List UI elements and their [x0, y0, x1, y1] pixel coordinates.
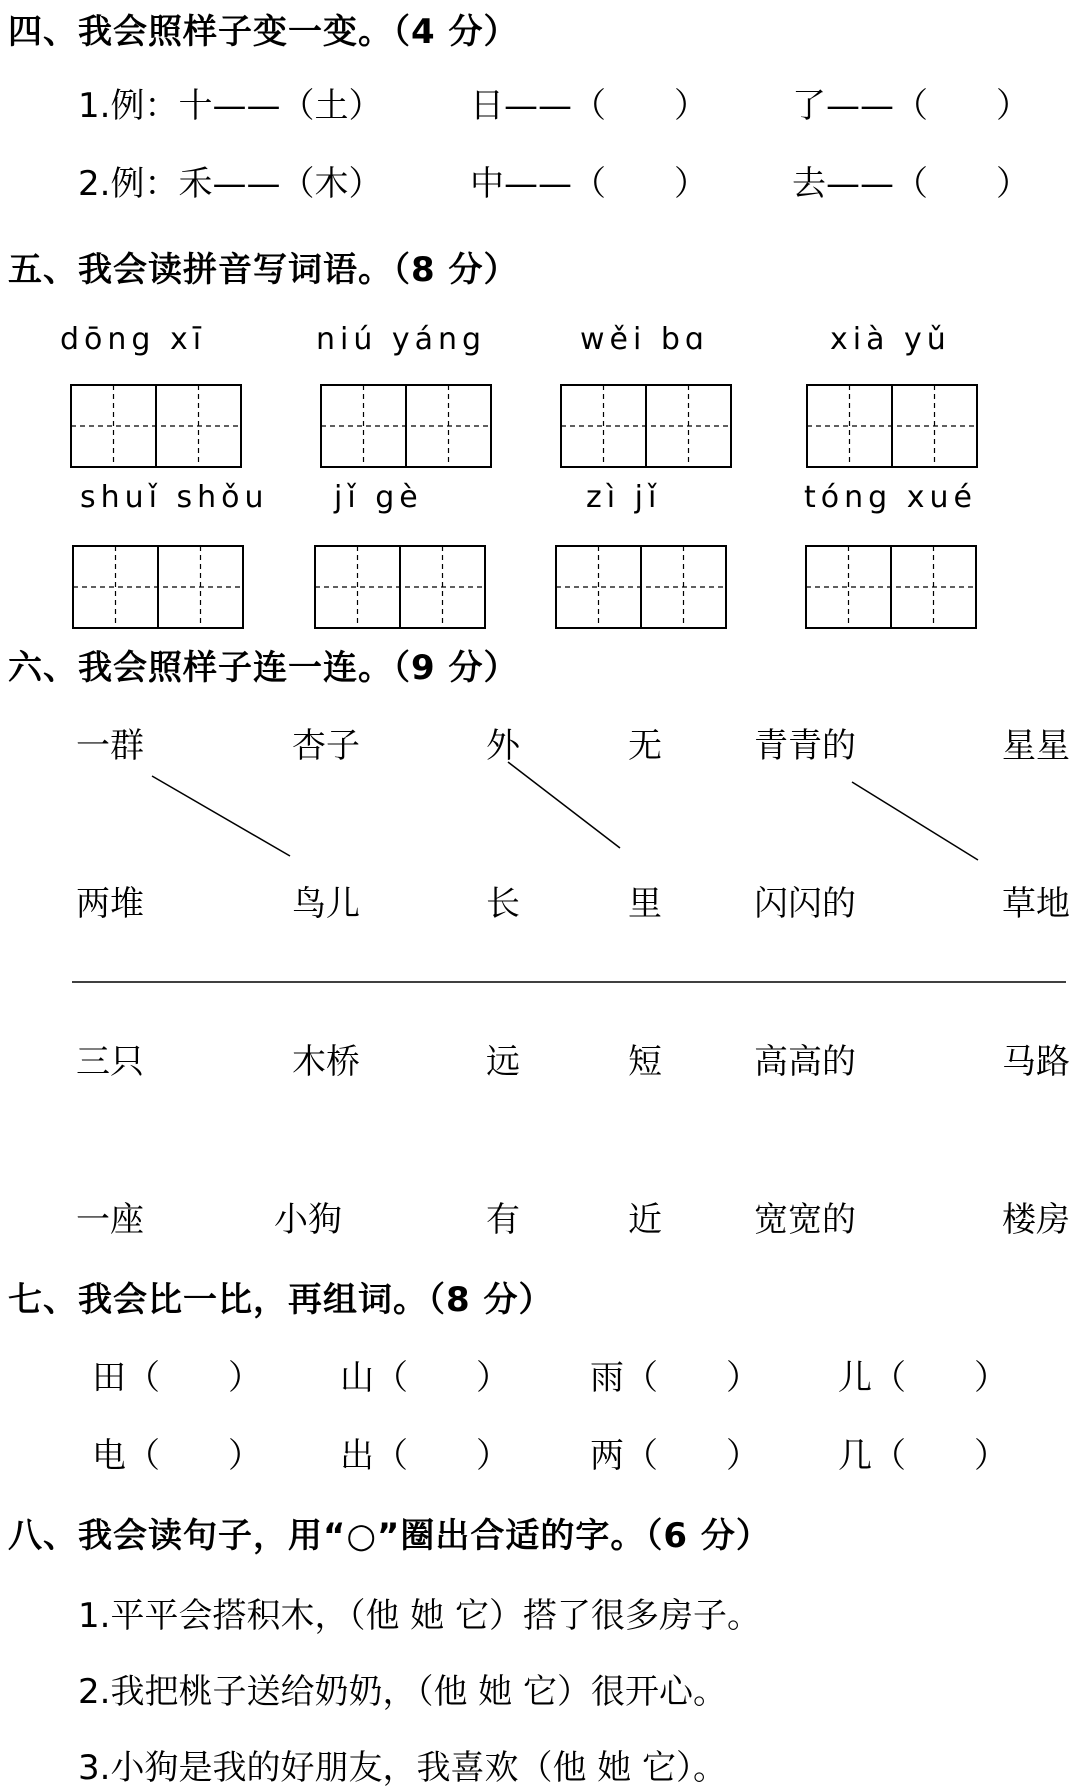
writing-grid[interactable]	[314, 545, 486, 629]
pinyin-label: dōng xī	[60, 322, 207, 357]
word-build-item[interactable]: 儿（ ）	[838, 1358, 1008, 1398]
example-2: 2.例：禾——（木）	[78, 164, 383, 204]
word-build-item[interactable]: 几（ ）	[838, 1436, 1008, 1476]
pinyin-label: xià yǔ	[830, 322, 951, 357]
pinyin-label: tóng xué	[804, 480, 977, 515]
exercise-1b[interactable]: 了——（ ）	[792, 86, 1030, 126]
match-word[interactable]: 远	[486, 1042, 520, 1082]
match-word[interactable]: 鸟儿	[292, 884, 360, 924]
match-word[interactable]: 小狗	[274, 1200, 342, 1240]
example-1: 1.例：十——（土）	[78, 86, 383, 126]
match-word[interactable]: 楼房	[1002, 1200, 1070, 1240]
match-word[interactable]: 两堆	[76, 884, 144, 924]
word-build-item[interactable]: 雨（ ）	[590, 1358, 760, 1398]
pinyin-label: niú yáng	[316, 322, 487, 357]
match-word[interactable]: 有	[486, 1200, 520, 1240]
pinyin-label: zì jǐ	[586, 480, 662, 515]
exercise-2b[interactable]: 去——（ ）	[792, 164, 1030, 204]
word-build-item[interactable]: 两（ ）	[590, 1436, 760, 1476]
exercise-2a[interactable]: 中——（ ）	[470, 164, 708, 204]
match-word[interactable]: 长	[486, 884, 520, 924]
match-word[interactable]: 短	[628, 1042, 662, 1082]
writing-grid[interactable]	[72, 545, 244, 629]
match-word[interactable]: 三只	[76, 1042, 144, 1082]
word-build-item[interactable]: 出（ ）	[340, 1436, 510, 1476]
match-word[interactable]: 里	[628, 884, 662, 924]
match-word[interactable]: 马路	[1002, 1042, 1070, 1082]
match-word[interactable]: 草地	[1002, 884, 1070, 924]
section-5-title: 五、我会读拼音写词语。（8 分）	[8, 250, 519, 290]
pinyin-label: wěi bɑ	[580, 322, 709, 357]
match-word[interactable]: 近	[628, 1200, 662, 1240]
writing-grid[interactable]	[555, 545, 727, 629]
writing-grid[interactable]	[560, 384, 732, 468]
writing-grid[interactable]	[806, 384, 978, 468]
example-connector-lines	[0, 760, 1080, 1010]
sentence-2[interactable]: 2.我把桃子送给奶奶，（他 她 它）很开心。	[78, 1672, 728, 1712]
word-build-item[interactable]: 电（ ）	[92, 1436, 262, 1476]
match-word[interactable]: 青青的	[754, 726, 856, 766]
match-word[interactable]: 外	[486, 726, 520, 766]
match-word[interactable]: 星星	[1002, 726, 1070, 766]
section-7-title: 七、我会比一比，再组词。（8 分）	[8, 1280, 554, 1320]
section-8-title: 八、我会读句子，用“○”圈出合适的字。（6 分）	[8, 1516, 771, 1556]
match-word[interactable]: 无	[628, 726, 662, 766]
match-word[interactable]: 高高的	[754, 1042, 856, 1082]
sentence-3[interactable]: 3.小狗是我的好朋友，我喜欢（他 她 它）。	[78, 1748, 728, 1788]
match-word[interactable]: 宽宽的	[754, 1200, 856, 1240]
pinyin-label: jǐ gè	[334, 480, 423, 515]
exercise-1a[interactable]: 日——（ ）	[470, 86, 708, 126]
match-word[interactable]: 闪闪的	[754, 884, 856, 924]
sentence-1[interactable]: 1.平平会搭积木，（他 她 它）搭了很多房子。	[78, 1596, 762, 1636]
section-6-title: 六、我会照样子连一连。（9 分）	[8, 648, 519, 688]
writing-grid[interactable]	[70, 384, 242, 468]
section-4-title: 四、我会照样子变一变。（4 分）	[8, 12, 519, 52]
word-build-item[interactable]: 山（ ）	[340, 1358, 510, 1398]
match-word[interactable]: 木桥	[292, 1042, 360, 1082]
match-word[interactable]: 杏子	[292, 726, 360, 766]
match-word[interactable]: 一座	[76, 1200, 144, 1240]
writing-grid[interactable]	[320, 384, 492, 468]
pinyin-label: shuǐ shǒu	[80, 480, 269, 515]
word-build-item[interactable]: 田（ ）	[92, 1358, 262, 1398]
match-word[interactable]: 一群	[76, 726, 144, 766]
writing-grid[interactable]	[805, 545, 977, 629]
